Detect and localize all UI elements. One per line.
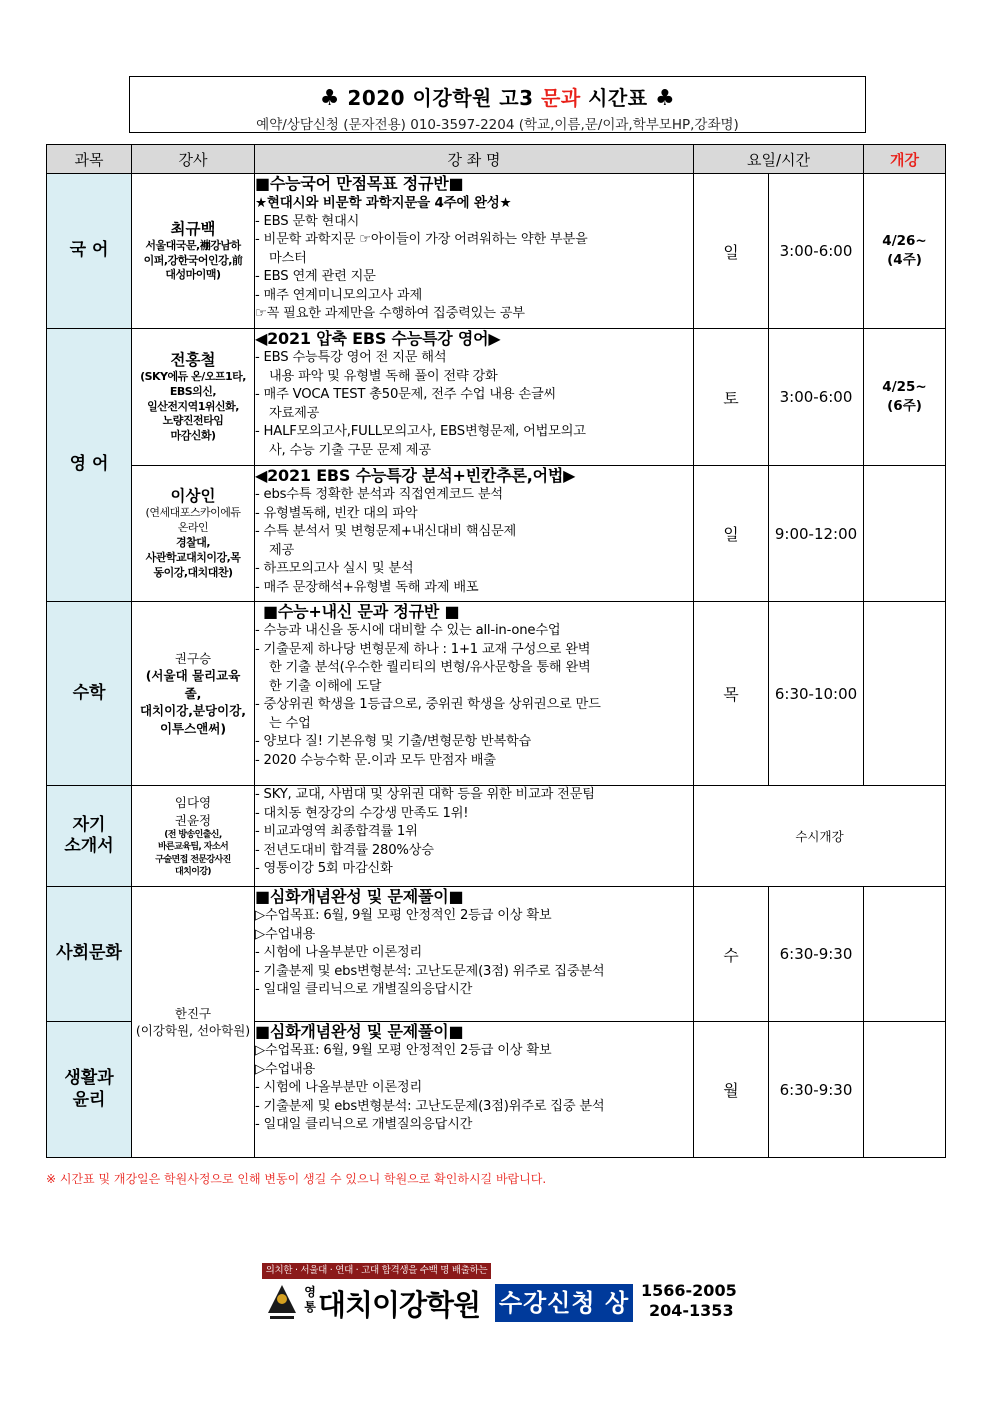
teacher-info: (서울대 물리교육 bbox=[145, 668, 241, 684]
course-line: - 양보다 질! 기본유형 및 기출/변형문항 반복학습 bbox=[255, 734, 532, 749]
teacher-cell bbox=[132, 329, 255, 466]
time-cell: 9:00-12:00 bbox=[769, 466, 864, 602]
course-line: 제공 bbox=[269, 542, 295, 558]
teacher-info: 구술면접 전문강사진 bbox=[155, 854, 231, 865]
course-line: 내용 파악 및 유형별 독해 풀이 전략 강화 bbox=[269, 368, 498, 384]
course-line: - 일대일 클리닉으로 개별질의응답시간 bbox=[255, 982, 473, 997]
table-row bbox=[47, 174, 946, 329]
subject-line: 생활과 bbox=[64, 1068, 114, 1089]
teacher-info: 마감신화) bbox=[170, 429, 216, 443]
teacher-info: 이투스앤써) bbox=[159, 720, 227, 736]
course-line: - 수특 분석서 및 변형문제+내신대비 핵심문제 bbox=[255, 524, 517, 539]
course-line: - EBS 문학 현대시 bbox=[255, 213, 360, 229]
teacher-name: 권윤정 bbox=[174, 812, 212, 828]
course-line: - 시험에 나올부분만 이론정리 bbox=[255, 1080, 423, 1095]
day-cell: 토 bbox=[694, 329, 769, 466]
open-cell bbox=[864, 174, 946, 329]
course-line: 는 수업 bbox=[269, 715, 311, 731]
course-line: - 대치동 현장강의 수강생 만족도 1위! bbox=[255, 805, 469, 821]
reservation-info: 예약/상담신청 (문자전용) 010-3597-2204 (학교,이름,문/이과,학부모HP,강좌명) bbox=[256, 117, 739, 133]
table-row bbox=[47, 887, 946, 1022]
open-weeks: (6주) bbox=[887, 398, 922, 414]
subject-korean: 국 어 bbox=[47, 174, 132, 329]
open-date: 4/25~ bbox=[882, 379, 927, 396]
day-cell: 수 bbox=[694, 887, 769, 1022]
course-line: 자료제공 bbox=[269, 405, 320, 421]
teacher-info: 바른교육팀, 자소서 bbox=[157, 842, 229, 853]
day-cell: 일 bbox=[694, 174, 769, 329]
course-line: - 기출문제 하나당 변형문제 하나 : 1+1 교재 구성으로 완벽 bbox=[255, 641, 591, 657]
subject-society: 사회문화 bbox=[47, 887, 132, 1022]
course-line: - 영통이강 5회 마감신화 bbox=[255, 861, 393, 876]
course-line: - 기출분제 및 ebs변형분석: 고난도문제(3점)위주로 집중 분석 bbox=[255, 1098, 605, 1114]
course-cell bbox=[255, 887, 694, 1022]
course-title: ◀2021 EBS 수능특강 분석+빈칸추론,어법▶ bbox=[255, 466, 576, 485]
course-line: 사, 수능 기출 구문 문제 제공 bbox=[269, 442, 431, 458]
day-cell: 월 bbox=[694, 1022, 769, 1158]
title-box bbox=[129, 76, 866, 133]
teacher-info: 대성마이맥) bbox=[165, 268, 221, 282]
header-course: 강 좌 명 bbox=[255, 145, 694, 174]
title-highlight: 문과 bbox=[541, 86, 581, 110]
teacher-info: 대치이강,분당이강, bbox=[139, 703, 247, 719]
club-icon: ♣ bbox=[319, 86, 340, 111]
course-cell bbox=[255, 466, 694, 602]
title-prefix: 2020 이강학원 고3 bbox=[347, 86, 541, 110]
time-cell: 6:30-10:00 bbox=[769, 602, 864, 786]
course-line: ▷수업내용 bbox=[255, 1061, 316, 1077]
time-cell: 6:30-9:30 bbox=[769, 1022, 864, 1158]
course-cell bbox=[255, 329, 694, 466]
teacher-info: 동이강,대치대찬) bbox=[153, 565, 233, 579]
course-line: - 시험에 나올부분만 이론정리 bbox=[255, 945, 423, 960]
course-line: ▷수업내용 bbox=[255, 926, 316, 942]
header-open: 개강 bbox=[864, 145, 946, 174]
course-cell bbox=[255, 174, 694, 329]
logo-yeongtong: 영통 bbox=[304, 1285, 316, 1314]
club-icon: ♣ bbox=[655, 86, 676, 111]
course-subtitle: ★현대시와 비문학 과학지문을 4주에 완성★ bbox=[255, 195, 512, 211]
course-title: ■수능+내신 문과 정규반 ■ bbox=[263, 602, 460, 621]
open-cell bbox=[864, 887, 946, 1022]
course-cell bbox=[255, 1022, 694, 1158]
course-line: - 비문학 과학지문 ☞아이들이 가장 어려워하는 약한 부분을 bbox=[255, 232, 588, 247]
course-line: - 기출분제 및 ebs변형분석: 고난도문제(3점) 위주로 집중분석 bbox=[255, 963, 605, 979]
open-cell bbox=[864, 602, 946, 786]
teacher-info: 서울대국문,䙖강남하 bbox=[145, 238, 241, 252]
course-line: - 하프모의고사 실시 및 분석 bbox=[255, 561, 414, 576]
footnote: ※ 시간표 및 개강일은 학원사정으로 인해 변동이 생길 수 있으니 학원으로 확인하시길 바랍니다. bbox=[46, 1172, 547, 1186]
course-line: - HALF모의고사,FULL모의고사, EBS변형문제, 어법모의고 bbox=[255, 424, 586, 439]
time-cell: 3:00-6:00 bbox=[769, 329, 864, 466]
teacher-info: 일산전지역1위신화, bbox=[147, 399, 239, 413]
teacher-name: 임다영 bbox=[174, 795, 212, 811]
course-cell bbox=[255, 786, 694, 887]
teacher-info: 온라인 bbox=[177, 521, 209, 535]
course-title: ■수능국어 만점목표 정규반■ bbox=[255, 174, 464, 193]
teacher-cell bbox=[132, 174, 255, 329]
title-suffix: 시간표 bbox=[580, 86, 648, 110]
teacher-info: 대치이강) bbox=[175, 866, 211, 877]
table-row bbox=[47, 786, 946, 887]
academy-name: 대치이강학원 bbox=[318, 1288, 481, 1322]
register-consult: 수강신청 상담 bbox=[495, 1284, 633, 1322]
course-line: - 유형별독해, 빈칸 대의 파악 bbox=[255, 505, 418, 521]
subject-english: 영 어 bbox=[47, 329, 132, 602]
course-line: - 2020 수능수학 문.이과 모두 만점자 배출 bbox=[255, 752, 496, 768]
header-teacher: 강사 bbox=[132, 145, 255, 174]
teacher-name: 최규백 bbox=[170, 219, 216, 238]
subject-ethics bbox=[47, 1022, 132, 1158]
course-line: - 중상위권 학생을 1등급으로, 중위권 학생을 상위권으로 만드 bbox=[255, 697, 601, 712]
course-line: ▷수업목표: 6월, 9월 모평 안정적인 2등급 이상 확보 bbox=[255, 908, 552, 923]
teacher-cell bbox=[132, 602, 255, 786]
subject-essay bbox=[47, 786, 132, 887]
teacher-name: 전홍철 bbox=[170, 350, 216, 369]
teacher-name: 권구승 bbox=[174, 650, 212, 666]
page-title bbox=[130, 82, 865, 111]
academy-logo-area bbox=[262, 1263, 742, 1355]
open-cell bbox=[864, 466, 946, 602]
course-line: - 매주 문장해석+유형별 독해 과제 배포 bbox=[255, 579, 479, 595]
teacher-info: (연세대포스카이에듀 bbox=[145, 506, 241, 520]
subject-line: 윤리 bbox=[72, 1089, 106, 1110]
course-line: 한 기출 이해에 도달 bbox=[269, 678, 382, 694]
teacher-info: 사관학교대치이강,목 bbox=[145, 550, 241, 564]
academy-emblem-icon bbox=[265, 1283, 299, 1329]
course-line: - EBS 연계 관련 지문 bbox=[255, 269, 376, 284]
teacher-info: 노량진전타임 bbox=[162, 414, 224, 428]
teacher-name: 한진구 bbox=[174, 1005, 212, 1021]
teacher-cell bbox=[132, 887, 255, 1158]
course-line: - 수능과 내신을 동시에 대비할 수 있는 all-in-one수업 bbox=[255, 623, 561, 638]
table-row bbox=[47, 466, 946, 602]
teacher-cell bbox=[132, 466, 255, 602]
time-cell: 3:00-6:00 bbox=[769, 174, 864, 329]
header-schedule: 요일/시간 bbox=[694, 145, 864, 174]
teacher-info: 졸, bbox=[184, 685, 202, 701]
course-line: - SKY, 교대, 사범대 및 상위권 대학 등을 위한 비교과 전문팀 bbox=[255, 787, 595, 802]
teacher-info: 경찰대, bbox=[175, 536, 211, 550]
teacher-info: (전 방송인출신, bbox=[164, 830, 222, 841]
course-line: ☞꼭 필요한 과제만을 수행하여 집중력있는 공부 bbox=[255, 306, 525, 321]
schedule-note: 수시개강 bbox=[694, 786, 946, 887]
course-title: ■심화개념완성 및 문제풀이■ bbox=[255, 887, 464, 906]
table-header-row bbox=[47, 145, 946, 174]
course-line: ▷수업목표: 6월, 9월 모평 안정적인 2등급 이상 확보 bbox=[255, 1043, 552, 1058]
header-subject: 과목 bbox=[47, 145, 132, 174]
teacher-info: 이퍼,강한국어인강,前 bbox=[143, 253, 243, 267]
course-line: - ebs수특 정확한 분석과 직접연계코드 분석 bbox=[255, 487, 503, 502]
table-row bbox=[47, 329, 946, 466]
time-cell: 6:30-9:30 bbox=[769, 887, 864, 1022]
subject-line: 소개서 bbox=[64, 836, 114, 856]
course-title: ◀2021 압축 EBS 수능특강 영어▶ bbox=[255, 329, 501, 348]
course-title: ■심화개념완성 및 문제풀이■ bbox=[255, 1022, 464, 1041]
day-cell: 일 bbox=[694, 466, 769, 602]
course-line: - 매주 VOCA TEST 총50문제, 전주 수업 내용 손글씨 bbox=[255, 387, 557, 402]
phone-number: 1566-2005 bbox=[641, 1281, 737, 1300]
phone-numbers bbox=[641, 1281, 737, 1321]
course-cell bbox=[255, 602, 694, 786]
course-line: 한 기출 분석(우수한 퀄리티의 변형/유사문항을 통해 완벽 bbox=[269, 660, 591, 675]
open-weeks: (4주) bbox=[887, 252, 922, 268]
open-date: 4/26~ bbox=[882, 233, 927, 250]
teacher-info: EBS의신, bbox=[169, 384, 217, 398]
subject-line: 자기 bbox=[72, 814, 106, 835]
course-line: 마스터 bbox=[269, 250, 307, 266]
schedule-table bbox=[46, 144, 946, 1158]
course-line: - 비교과영역 최종합격률 1위 bbox=[255, 824, 418, 839]
teacher-cell bbox=[132, 786, 255, 887]
course-line: - 매주 연계미니모의고사 과제 bbox=[255, 287, 423, 303]
course-line: - 전년도대비 합격률 280%상승 bbox=[255, 842, 434, 858]
course-line: - EBS 수능특강 영어 전 지문 해석 bbox=[255, 350, 447, 365]
open-cell bbox=[864, 329, 946, 466]
teacher-info: (이강학원, 선아학원) bbox=[135, 1023, 251, 1038]
logo-banner: 의치한 · 서울대 · 연대 · 고대 합격생을 수백 명 배출하는 bbox=[262, 1263, 491, 1279]
phone-number: 204-1353 bbox=[649, 1301, 734, 1320]
teacher-info: (SKY에듀 온/오프1타, bbox=[140, 369, 246, 383]
course-line: - 일대일 클리닉으로 개별질의응답시간 bbox=[255, 1117, 473, 1132]
day-cell: 목 bbox=[694, 602, 769, 786]
table-row bbox=[47, 602, 946, 786]
subject-math: 수학 bbox=[47, 602, 132, 786]
teacher-name: 이상인 bbox=[170, 487, 216, 506]
open-cell bbox=[864, 1022, 946, 1158]
